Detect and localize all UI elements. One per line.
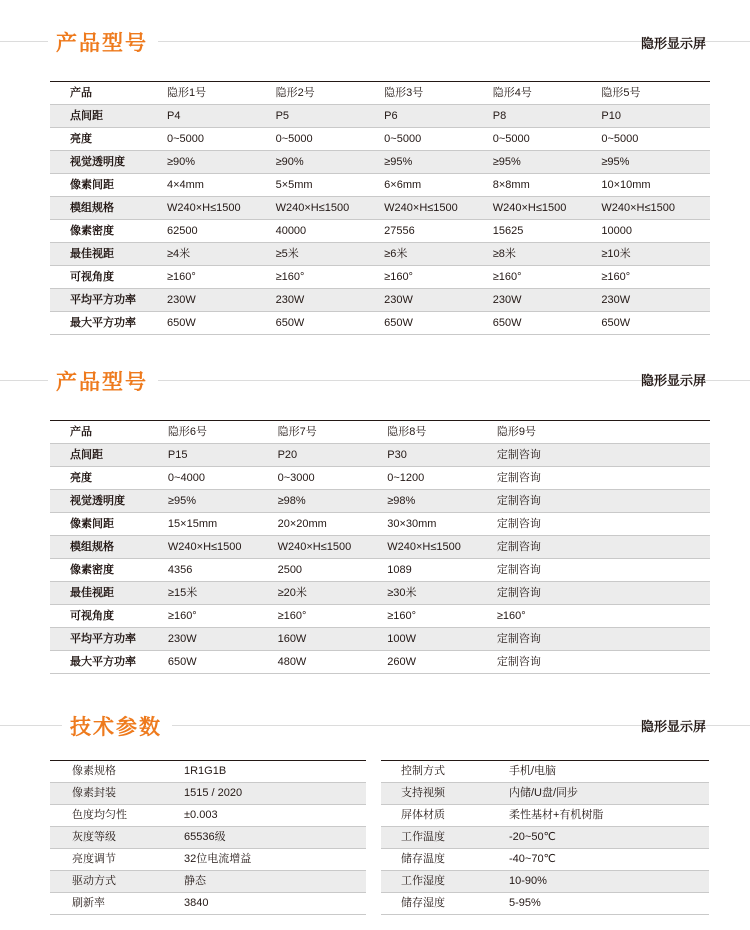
param-label: 灰度等级 bbox=[50, 827, 184, 849]
cell-value: 0~5000 bbox=[601, 128, 710, 151]
cell-value: 定制咨询 bbox=[497, 467, 605, 490]
cell-value: ≥160° bbox=[278, 605, 388, 628]
section-subtitle: 隐形显示屏 bbox=[640, 719, 706, 734]
cell-value: 0~1200 bbox=[387, 467, 497, 490]
param-value: 1R1G1B bbox=[184, 761, 366, 783]
row-label: 点间距 bbox=[50, 444, 168, 467]
cell-value: P30 bbox=[387, 444, 497, 467]
cell-value: 定制咨询 bbox=[497, 651, 605, 674]
cell-value: 230W bbox=[167, 289, 276, 312]
cell-value: ≥160° bbox=[387, 605, 497, 628]
param-value: 1515 / 2020 bbox=[184, 783, 366, 805]
cell-value: 10×10mm bbox=[601, 174, 710, 197]
cell-value: P15 bbox=[168, 444, 278, 467]
cell-value: ≥98% bbox=[387, 490, 497, 513]
cell-value: 650W bbox=[493, 312, 602, 335]
cell-value: 10000 bbox=[601, 220, 710, 243]
cell-value: ≥30米 bbox=[387, 582, 497, 605]
cell-value: 650W bbox=[384, 312, 493, 335]
row-label: 视觉透明度 bbox=[50, 490, 168, 513]
param-label: 亮度调节 bbox=[50, 849, 184, 871]
cell-value: 6×6mm bbox=[384, 174, 493, 197]
cell-value: 1089 bbox=[387, 559, 497, 582]
cell-value: 230W bbox=[384, 289, 493, 312]
row-label: 亮度 bbox=[50, 128, 167, 151]
section-title: 产品型号 bbox=[48, 366, 158, 396]
param-value: 5-95% bbox=[509, 893, 709, 915]
cell-value: W240×H≤1500 bbox=[601, 197, 710, 220]
cell-value: 定制咨询 bbox=[497, 536, 605, 559]
param-value: 手机/电脑 bbox=[509, 761, 709, 783]
param-value: ±0.003 bbox=[184, 805, 366, 827]
table-row bbox=[50, 893, 366, 915]
cell-value: ≥160° bbox=[493, 266, 602, 289]
table-row bbox=[50, 783, 366, 805]
cell-value: 隐形9号 bbox=[497, 421, 605, 444]
row-label: 像素间距 bbox=[50, 513, 168, 536]
cell-value: 定制咨询 bbox=[497, 559, 605, 582]
param-label: 支持视频 bbox=[381, 783, 509, 805]
row-label: 产品 bbox=[50, 421, 168, 444]
tech-table-right bbox=[381, 760, 709, 915]
cell-value: 定制咨询 bbox=[497, 444, 605, 467]
cell-value: ≥90% bbox=[167, 151, 276, 174]
cell-value: P10 bbox=[601, 105, 710, 128]
cell-value: 隐形2号 bbox=[276, 82, 385, 105]
cell-value: ≥160° bbox=[276, 266, 385, 289]
cell-value: 隐形3号 bbox=[384, 82, 493, 105]
cell-value: 隐形1号 bbox=[167, 82, 276, 105]
table-row bbox=[381, 849, 709, 871]
row-label: 像素间距 bbox=[50, 174, 167, 197]
param-value: 静态 bbox=[184, 871, 366, 893]
row-label: 视觉透明度 bbox=[50, 151, 167, 174]
cell-value: 隐形8号 bbox=[387, 421, 497, 444]
cell-value: P6 bbox=[384, 105, 493, 128]
row-label: 平均平方功率 bbox=[50, 289, 167, 312]
cell-value: 隐形6号 bbox=[168, 421, 278, 444]
cell-value: 20×20mm bbox=[278, 513, 388, 536]
param-label: 工作温度 bbox=[381, 827, 509, 849]
param-label: 像素封装 bbox=[50, 783, 184, 805]
cell-value: 4356 bbox=[168, 559, 278, 582]
cell-value: 隐形5号 bbox=[601, 82, 710, 105]
row-label: 模组规格 bbox=[50, 536, 168, 559]
param-value: 10-90% bbox=[509, 871, 709, 893]
table-row bbox=[50, 849, 366, 871]
cell-value: ≥95% bbox=[493, 151, 602, 174]
table-row bbox=[381, 761, 709, 783]
cell-value: 30×30mm bbox=[387, 513, 497, 536]
cell-value: W240×H≤1500 bbox=[384, 197, 493, 220]
param-label: 储存湿度 bbox=[381, 893, 509, 915]
cell-value: 0~5000 bbox=[384, 128, 493, 151]
param-label: 色度均匀性 bbox=[50, 805, 184, 827]
cell-value: W240×H≤1500 bbox=[387, 536, 497, 559]
param-value: -40~70℃ bbox=[509, 849, 709, 871]
param-value: -20~50℃ bbox=[509, 827, 709, 849]
row-label: 点间距 bbox=[50, 105, 167, 128]
cell-value: W240×H≤1500 bbox=[493, 197, 602, 220]
cell-value: ≥160° bbox=[384, 266, 493, 289]
cell-value: ≥160° bbox=[601, 266, 710, 289]
cell-value: ≥160° bbox=[168, 605, 278, 628]
cell-value: ≥20米 bbox=[278, 582, 388, 605]
cell-value: 15×15mm bbox=[168, 513, 278, 536]
cell-value: 230W bbox=[601, 289, 710, 312]
cell-value: 650W bbox=[167, 312, 276, 335]
cell-value: W240×H≤1500 bbox=[168, 536, 278, 559]
cell-value: ≥4米 bbox=[167, 243, 276, 266]
cell-value: 8×8mm bbox=[493, 174, 602, 197]
table-row bbox=[50, 805, 366, 827]
cell-value: 隐形4号 bbox=[493, 82, 602, 105]
param-label: 屏体材质 bbox=[381, 805, 509, 827]
cell-value: W240×H≤1500 bbox=[167, 197, 276, 220]
row-label: 可视角度 bbox=[50, 605, 168, 628]
section-subtitle: 隐形显示屏 bbox=[640, 36, 706, 51]
cell-value: 定制咨询 bbox=[497, 628, 605, 651]
param-value: 65536级 bbox=[184, 827, 366, 849]
cell-value: 62500 bbox=[167, 220, 276, 243]
cell-value: 0~3000 bbox=[278, 467, 388, 490]
cell-value: P20 bbox=[278, 444, 388, 467]
cell-value: 定制咨询 bbox=[497, 490, 605, 513]
cell-value: ≥5米 bbox=[276, 243, 385, 266]
cell-value: ≥160° bbox=[167, 266, 276, 289]
cell-value: 定制咨询 bbox=[497, 513, 605, 536]
cell-value: 0~5000 bbox=[167, 128, 276, 151]
table-row bbox=[381, 783, 709, 805]
param-label: 刷新率 bbox=[50, 893, 184, 915]
param-value: 32位电流增益 bbox=[184, 849, 366, 871]
row-label: 最佳视距 bbox=[50, 582, 168, 605]
cell-value: ≥95% bbox=[601, 151, 710, 174]
row-label: 最佳视距 bbox=[50, 243, 167, 266]
cell-value: 4×4mm bbox=[167, 174, 276, 197]
section-title: 产品型号 bbox=[48, 27, 158, 57]
param-label: 像素规格 bbox=[50, 761, 184, 783]
cell-value: ≥95% bbox=[384, 151, 493, 174]
cell-value: 650W bbox=[601, 312, 710, 335]
cell-value: 160W bbox=[278, 628, 388, 651]
cell-value: 2500 bbox=[278, 559, 388, 582]
row-label: 亮度 bbox=[50, 467, 168, 490]
row-label: 模组规格 bbox=[50, 197, 167, 220]
cell-value: 27556 bbox=[384, 220, 493, 243]
row-label: 像素密度 bbox=[50, 559, 168, 582]
cell-value: ≥10米 bbox=[601, 243, 710, 266]
param-label: 控制方式 bbox=[381, 761, 509, 783]
table-row bbox=[50, 761, 366, 783]
section-subtitle: 隐形显示屏 bbox=[640, 373, 706, 388]
param-label: 储存温度 bbox=[381, 849, 509, 871]
section-title: 技术参数 bbox=[62, 711, 172, 741]
cell-value: W240×H≤1500 bbox=[278, 536, 388, 559]
cell-value: 230W bbox=[493, 289, 602, 312]
cell-value: P8 bbox=[493, 105, 602, 128]
cell-value: 480W bbox=[278, 651, 388, 674]
table-row bbox=[50, 827, 366, 849]
param-value: 内储/U盘/同步 bbox=[509, 783, 709, 805]
cell-value: 0~5000 bbox=[493, 128, 602, 151]
row-label: 可视角度 bbox=[50, 266, 167, 289]
cell-value: P4 bbox=[167, 105, 276, 128]
cell-value: 0~4000 bbox=[168, 467, 278, 490]
cell-value: 5×5mm bbox=[276, 174, 385, 197]
cell-value: ≥6米 bbox=[384, 243, 493, 266]
cell-value: W240×H≤1500 bbox=[276, 197, 385, 220]
param-label: 驱动方式 bbox=[50, 871, 184, 893]
cell-value: 40000 bbox=[276, 220, 385, 243]
cell-value: 定制咨询 bbox=[497, 582, 605, 605]
cell-value: ≥8米 bbox=[493, 243, 602, 266]
cell-value: 650W bbox=[276, 312, 385, 335]
param-value: 3840 bbox=[184, 893, 366, 915]
table-row bbox=[381, 871, 709, 893]
cell-value: 15625 bbox=[493, 220, 602, 243]
cell-value: ≥15米 bbox=[168, 582, 278, 605]
cell-value: 隐形7号 bbox=[278, 421, 388, 444]
cell-value: 0~5000 bbox=[276, 128, 385, 151]
cell-value: 230W bbox=[168, 628, 278, 651]
table-row bbox=[381, 827, 709, 849]
row-label: 最大平方功率 bbox=[50, 651, 168, 674]
cell-value: ≥95% bbox=[168, 490, 278, 513]
row-label: 产品 bbox=[50, 82, 167, 105]
table-row bbox=[381, 893, 709, 915]
param-label: 工作湿度 bbox=[381, 871, 509, 893]
cell-value: P5 bbox=[276, 105, 385, 128]
cell-value: 230W bbox=[276, 289, 385, 312]
cell-value: ≥160° bbox=[497, 605, 605, 628]
cell-value: 650W bbox=[168, 651, 278, 674]
row-label: 像素密度 bbox=[50, 220, 167, 243]
table-row bbox=[381, 805, 709, 827]
cell-value: 100W bbox=[387, 628, 497, 651]
tech-table-left bbox=[50, 760, 366, 915]
cell-value: ≥98% bbox=[278, 490, 388, 513]
table-row bbox=[50, 871, 366, 893]
row-label: 最大平方功率 bbox=[50, 312, 167, 335]
cell-value: 260W bbox=[387, 651, 497, 674]
row-label: 平均平方功率 bbox=[50, 628, 168, 651]
cell-value: ≥90% bbox=[276, 151, 385, 174]
param-value: 柔性基材+有机树脂 bbox=[509, 805, 709, 827]
